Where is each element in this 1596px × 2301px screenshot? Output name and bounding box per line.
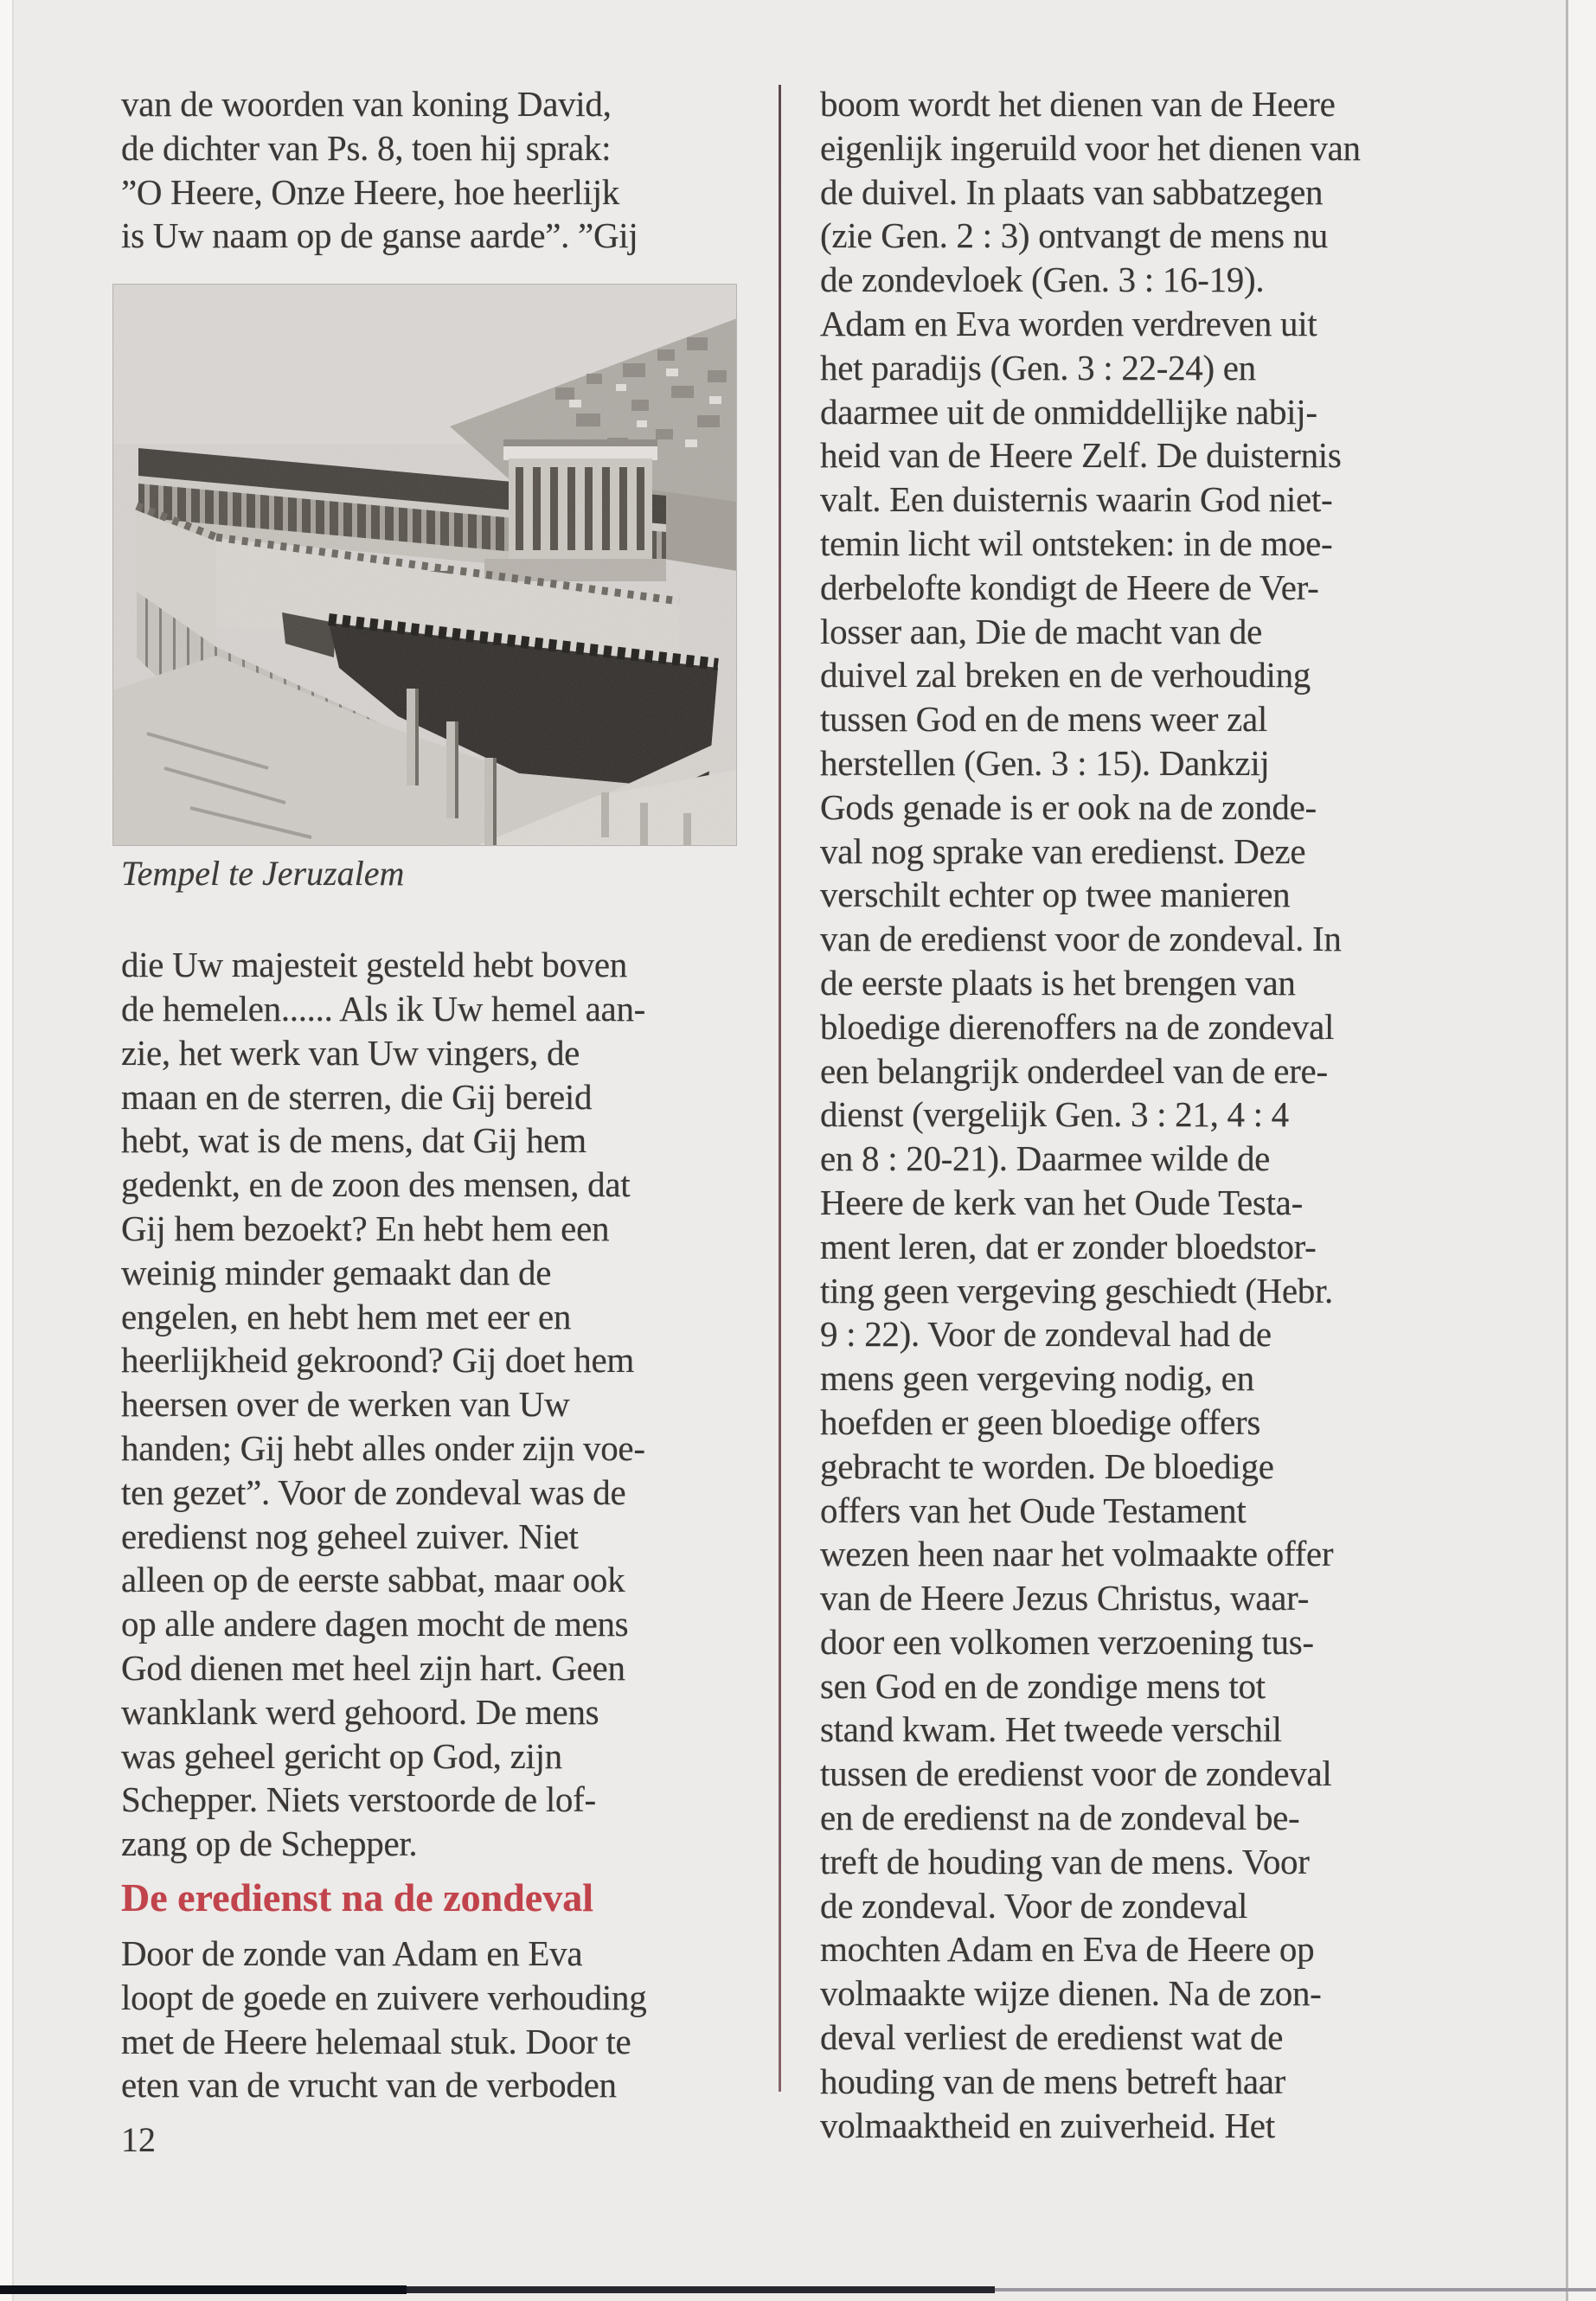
temple-of-jerusalem-photo [112, 284, 737, 846]
text-line: wanklank werd gehoord. De mens [121, 1691, 599, 1732]
text-line: mochten Adam en Eva de Heere op [820, 1929, 1315, 1970]
paragraph-block-right [820, 82, 1529, 2147]
paragraph-block-1 [121, 82, 761, 258]
text-line: en de eredienst na de zondeval be- [820, 1798, 1300, 1838]
text-line: is Uw naam op de ganse aarde”. ”Gij [121, 215, 638, 256]
text-line: op alle andere dagen mocht de mens [121, 1604, 629, 1644]
column-divider [779, 85, 781, 2092]
text-line: hebt, wat is de mens, dat Gij hem [121, 1120, 586, 1161]
text-line: de zondeval. Voor de zondeval [820, 1885, 1248, 1926]
text-line: houding van de mens betreft haar [820, 2061, 1286, 2101]
text-line: de duivel. In plaats van sabbatzegen [820, 171, 1324, 212]
text-line: Schepper. Niets verstoorde de lof- [121, 1779, 596, 1820]
text-line: heid van de Heere Zelf. De duisternis [820, 435, 1342, 476]
text-line: verschilt echter op twee manieren [820, 875, 1291, 915]
text-line: temin licht wil ontsteken: in de moe- [820, 522, 1333, 563]
text-line: engelen, en hebt hem met eer en [121, 1296, 572, 1336]
text-line: 9 : 22). Voor de zondeval had de [820, 1314, 1272, 1355]
bottom-rule-dark [0, 2285, 407, 2294]
text-line: bloedige dierenoffers na de zondeval [820, 1006, 1335, 1047]
text-line: die Uw majesteit gesteld hebt boven [121, 945, 627, 985]
paragraph-block-3 [121, 1932, 761, 2107]
text-line: ting geen vergeving geschiedt (Hebr. [820, 1270, 1334, 1311]
text-line: herstellen (Gen. 3 : 15). Dankzij [820, 742, 1270, 783]
text-line: heersen over de werken van Uw [121, 1384, 570, 1425]
text-line: een belangrijk onderdeel van de ere- [820, 1050, 1328, 1091]
text-line: Heere de kerk van het Oude Testa- [820, 1182, 1303, 1222]
text-line: dienst (vergelijk Gen. 3 : 21, 4 : 4 [820, 1094, 1289, 1135]
text-line: tussen de eredienst voor de zondeval [820, 1753, 1332, 1794]
text-line: losser aan, Die de macht van de [820, 611, 1262, 651]
text-line: heerlijkheid gekroond? Gij doet hem [121, 1340, 634, 1381]
photo-caption: Tempel te Jeruzalem [121, 854, 405, 894]
text-line: de hemelen...... Als ik Uw hemel aan- [121, 988, 646, 1029]
text-line: deval verliest de eredienst wat de [820, 2017, 1284, 2058]
text-line: maan en de sterren, die Gij bereid [121, 1076, 593, 1117]
text-line: eredienst nog geheel zuiver. Niet [121, 1516, 579, 1556]
text-line: treft de houding van de mens. Voor [820, 1841, 1310, 1881]
text-line: de zondevloek (Gen. 3 : 16-19). [820, 260, 1265, 300]
bottom-rule-light [995, 2288, 1596, 2291]
text-line: Gij hem bezoekt? En hebt hem een [121, 1208, 610, 1248]
scan-left-edge [0, 0, 12, 2301]
bottom-rule-mid [407, 2286, 995, 2293]
text-line: sen God en de zondige mens tot [820, 1665, 1266, 1706]
text-line: offers van het Oude Testament [820, 1490, 1247, 1530]
scan-right-edge [1568, 0, 1596, 2301]
text-line: van de Heere Jezus Christus, waar- [820, 1578, 1310, 1618]
text-line: ”O Heere, Onze Heere, hoe heerlijk [121, 171, 619, 212]
text-line: van de eredienst voor de zondeval. In [820, 919, 1342, 959]
text-line: handen; Gij hebt alles onder zijn voe- [121, 1427, 645, 1468]
text-line: was geheel gericht op God, zijn [121, 1735, 562, 1776]
text-line: stand kwam. Het tweede verschil [820, 1709, 1282, 1750]
text-line: de eerste plaats is het brengen van [820, 962, 1296, 1003]
text-line: zang op de Schepper. [121, 1823, 418, 1864]
text-line: hoefden er geen bloedige offers [820, 1401, 1261, 1442]
text-line: valt. Een duisternis waarin God niet- [820, 479, 1333, 520]
text-line: Gods genade is er ook na de zonde- [820, 786, 1317, 827]
text-line: gebracht te worden. De bloedige [820, 1445, 1274, 1486]
text-line: ten gezet”. Voor de zondeval was de [121, 1471, 626, 1512]
text-line: daarmee uit de onmiddellijke nabij- [820, 391, 1317, 432]
text-line: Door de zonde van Adam en Eva [121, 1932, 583, 1973]
text-line: de dichter van Ps. 8, toen hij sprak: [121, 127, 612, 168]
page-number: 12 [121, 2120, 156, 2160]
text-line: derbelofte kondigt de Heere de Ver- [820, 567, 1319, 607]
text-line: boom wordt het dienen van de Heere [820, 84, 1336, 124]
text-line: weinig minder gemaakt dan de [121, 1252, 552, 1292]
text-line: ment leren, dat er zonder bloedstor- [820, 1226, 1317, 1266]
text-line: en 8 : 20-21). Daarmee wilde de [820, 1138, 1271, 1179]
left-column [121, 82, 761, 2161]
text-line: eigenlijk ingeruild voor het dienen van [820, 127, 1361, 168]
text-line: door een volkomen verzoening tus- [820, 1621, 1314, 1662]
photo-figure [112, 284, 737, 894]
text-line: wezen heen naar het volmaakte offer [820, 1534, 1334, 1574]
text-line: gedenkt, en de zoon des mensen, dat [121, 1164, 631, 1205]
text-line: met de Heere helemaal stuk. Door te [121, 2021, 631, 2061]
text-line: God dienen met heel zijn hart. Geen [121, 1647, 625, 1688]
text-line: zie, het werk van Uw vingers, de [121, 1032, 580, 1073]
text-line: eten van de vrucht van de verboden [121, 2065, 617, 2106]
text-line: loopt de goede en zuivere verhouding [121, 1977, 647, 2017]
text-line: tussen God en de mens weer zal [820, 699, 1267, 740]
text-line: van de woorden van koning David, [121, 84, 612, 124]
scan-left-edge-line [12, 0, 14, 2301]
text-line: duivel zal breken en de verhouding [820, 655, 1311, 695]
right-column [820, 82, 1529, 2147]
paragraph-block-2 [121, 943, 761, 1866]
text-line: mens geen vergeving nodig, en [820, 1358, 1254, 1399]
text-line: volmaaktheid en zuiverheid. Het [820, 2105, 1275, 2145]
text-line: val nog sprake van eredienst. Deze [820, 830, 1306, 871]
text-line: alleen op de eerste sabbat, maar ook [121, 1560, 625, 1600]
text-line: Adam en Eva worden verdreven uit [820, 303, 1317, 343]
text-line: het paradijs (Gen. 3 : 22-24) en [820, 347, 1256, 388]
section-heading: De eredienst na de zondeval [121, 1875, 594, 1920]
text-line: (zie Gen. 2 : 3) ontvangt de mens nu [820, 215, 1328, 256]
text-line: volmaakte wijze dienen. Na de zon- [820, 1973, 1322, 2014]
